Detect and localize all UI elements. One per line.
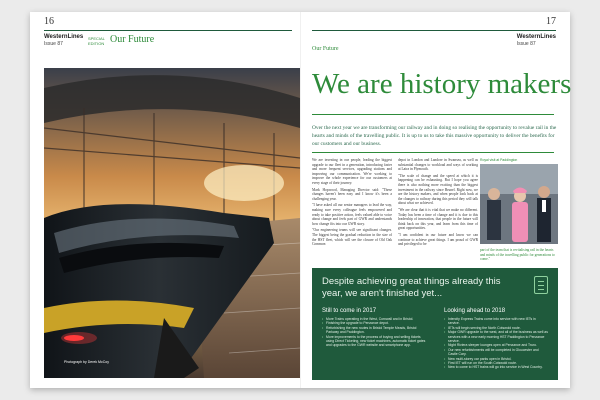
- panel-list: [444, 317, 548, 370]
- panel-subheading: Looking ahead to 2018: [444, 308, 506, 314]
- future-plans-panel: [312, 268, 558, 380]
- left-header-rule: [44, 30, 292, 31]
- panel-subheading: Still to come in 2017: [322, 308, 377, 314]
- paragraph: "I am confident in our future and know we can continue to achieve great things. I am proud of GWR and privileged to be: [398, 232, 478, 247]
- intro-rule: [312, 152, 554, 153]
- panel-headline: Despite achieving great things already this year, we aren't finished yet...: [322, 276, 501, 299]
- paragraph: "I have asked all our senior managers to lead the way, making sure every colleague feels empowered and ready to take positive action, feels valued able to voice about change and feels part of GWR and understands how change fits into our GWR story.: [312, 203, 392, 226]
- list-item: • Refurbishing the new routes in Bristol Temple Meads, Bristol Parkway and Paddington.: [322, 326, 426, 335]
- left-brand: [44, 34, 83, 48]
- section-title: Our Future: [110, 34, 155, 45]
- photo-caption: Royal visit at Paddington: [480, 158, 518, 162]
- magazine-spread: [30, 12, 570, 388]
- sidebar-photo-box: [480, 158, 558, 262]
- body-column-1: [312, 158, 392, 249]
- panel-column-2018: [444, 308, 548, 370]
- panel-list: [322, 317, 426, 348]
- panel-column-2017: [322, 308, 426, 370]
- list-item: • Major GWR upgrade to the west, and all of the business as well as services with a new early morning HST Paddington to Penzance service.: [444, 330, 548, 343]
- list-item: • New multi-storey car parks open in Bristol.: [444, 357, 548, 361]
- list-item: • More improvements to the process of buying and selling tickets using Direct Ticketing, new ticket machines, automatic ticket gates and upgrades to the GWR website and smartphone app.: [322, 335, 426, 348]
- train-photo-illustration: [44, 68, 300, 378]
- paragraph: "We are clear that it is vital that we make no different. Today has been a time of change and it is due to this leadership of innovation, that people in the future will think back on this year, and learn from this time of great opportunities.: [398, 207, 478, 231]
- train-photo: [44, 68, 300, 378]
- list-item: • IETs will begin serving the North Cotswold route.: [444, 326, 548, 330]
- paragraph: depot in London and Landore in Swansea, as well as substantial changes to workload and ways of working at Laira in Plymouth.: [398, 158, 478, 172]
- paragraph: "Our engineering teams will see significant changes. The biggest being the gradual reduction in the size of the HST fleet, which will see the closure of Old Oak Common: [312, 228, 392, 247]
- left-page-number: 16: [44, 16, 54, 27]
- pull-quote: part of the team that is revitalising rail in the hearts and minds of the travelling public for generations to come.": [480, 248, 555, 262]
- brand-name: WesternLines: [516, 34, 556, 40]
- royal-visit-photo: [480, 164, 558, 244]
- panel-columns: [322, 308, 548, 370]
- issue-number: Issue 87: [516, 41, 536, 47]
- brand-name: WesternLines: [44, 34, 84, 40]
- page-gutter: [300, 12, 301, 388]
- list-item: • Night Riviera sleeper lounges open at Penzance and Truro.: [444, 343, 548, 347]
- right-brand: [517, 34, 556, 48]
- edition-label: SPECIAL EDITION: [88, 36, 105, 46]
- article-title: We are history makers: [312, 68, 572, 100]
- article-intro: Over the next year we are transforming our railway and in doing so realising the opportunity to revalue rail in the hearts and minds of the travelling public. It is up to us to take this massive opportunity to deliver the benefits for our customers and our business.: [312, 125, 557, 147]
- section-title: Our Future: [312, 46, 339, 52]
- photo-credit: Photograph by Derek McCoy: [64, 360, 109, 364]
- list-item: • First IET will run on the South Cotswold route.: [444, 361, 548, 365]
- issue-number: Issue 87: [44, 41, 63, 47]
- right-header-rule: [312, 30, 556, 31]
- paragraph: We are investing in our people, leading the biggest upgrade to our fleet in a generation, introducing faster and more frequent services, upgrading stations and improving our communication. We're working to improve the whole experience for our customers at every stage of their journey.: [312, 158, 392, 185]
- royal-visit-illustration: [480, 164, 558, 244]
- paragraph: "The scale of change and the speed at which it is happening can be exhausting. But I hope you agree there is also nothing more exciting than the biggest investment in the railway since Brunel. Right now, we are the history makers, and when people look back at the changes to railway during this period they will talk about what we achieved.: [398, 173, 478, 206]
- right-page-number: 17: [546, 16, 556, 27]
- checklist-icon: [534, 276, 548, 294]
- paragraph: Mark Hopwood, Managing Director said: "These changes haven't been easy and I know it's been a challenging year.: [312, 187, 392, 201]
- list-item: • New to come to HST trains will go into service in West Country.: [444, 365, 548, 369]
- list-item: • More Trains operating in the West, Cornwall and in Bristol.: [322, 317, 426, 321]
- list-item: • Finishing the upgrade to Penzance depot.: [322, 321, 426, 325]
- list-item: • Intercity Express Trains come into service with new IETs in service.: [444, 317, 548, 326]
- list-item: • Our new refurbishments will be completed in Gloucester and Castle Cary.: [444, 348, 548, 357]
- title-rule: [312, 114, 554, 115]
- body-column-2: [398, 158, 478, 249]
